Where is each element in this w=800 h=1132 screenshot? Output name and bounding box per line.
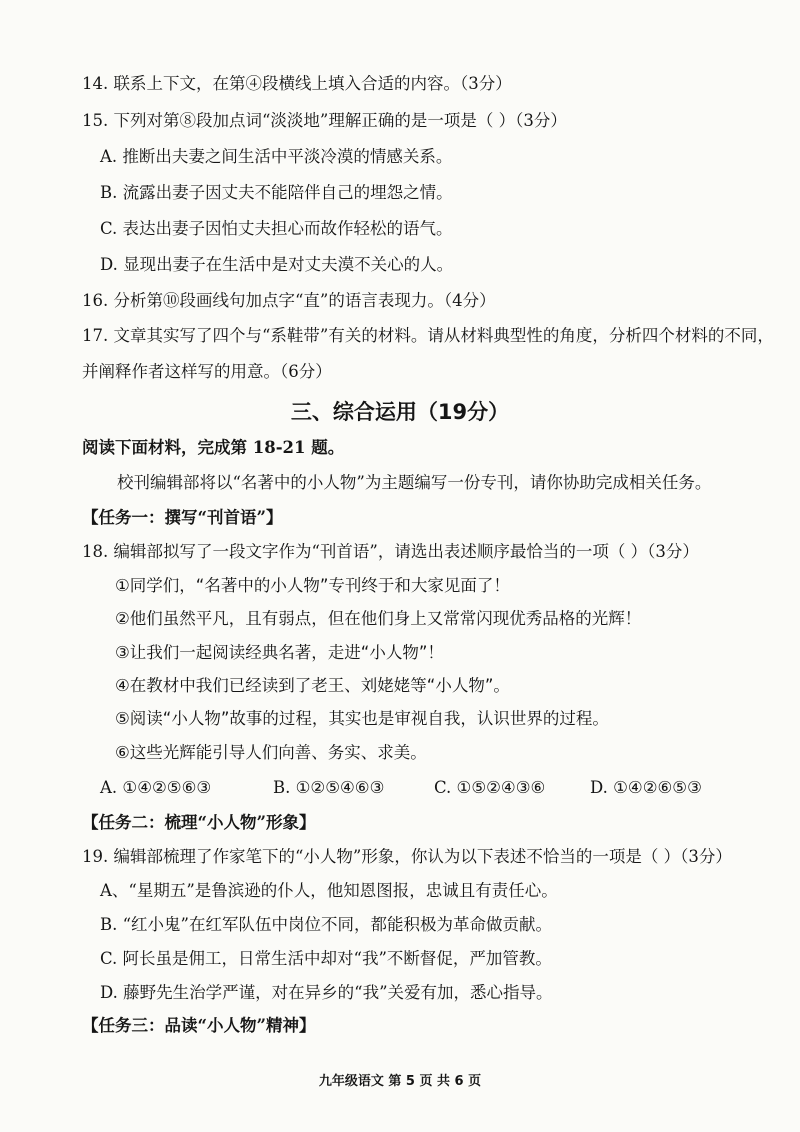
q18-option-c: C. ①⑤②④③⑥ — [434, 778, 546, 797]
q18-option-a: A. ①④②⑤⑥③ — [100, 778, 212, 797]
q18-sentence-2: ②他们虽然平凡，且有弱点，但在他们身上又常常闪现优秀品格的光辉！ — [115, 609, 642, 628]
q18-sentence-6: ⑥这些光辉能引导人们向善、务实、求美。 — [115, 743, 427, 762]
q18-option-b: B. ①②⑤④⑥③ — [273, 778, 385, 797]
q15-option-c: C. 表达出妻子因怕丈夫担心而故作轻松的语气。 — [100, 219, 453, 238]
task1-heading: 【任务一：撰写“刊首语”】 — [82, 508, 283, 527]
question-17-line1: 17. 文章其实写了四个与“系鞋带”有关的材料。请从材料典型性的角度，分析四个材料的不同， — [82, 326, 774, 345]
question-15: 15. 下列对第⑧段加点词“淡淡地”理解正确的是一项是（ ）（3分） — [82, 111, 567, 130]
question-14: 14. 联系上下文，在第④段横线上填入合适的内容。（3分） — [82, 74, 512, 93]
q19-option-d: D. 藤野先生治学严谨，对在异乡的“我”关爱有加，悉心指导。 — [100, 983, 553, 1002]
question-18: 18. 编辑部拟写了一段文字作为“刊首语”，请选出表述顺序最恰当的一项（ ）（3分） — [82, 542, 699, 561]
q19-option-c: C. 阿长虽是佣工，日常生活中却对“我”不断督促，严加管教。 — [100, 949, 552, 968]
section-intro: 阅读下面材料，完成第 18-21 题。 — [82, 438, 345, 457]
task2-heading: 【任务二：梳理“小人物”形象】 — [82, 813, 316, 832]
q18-sentence-5: ⑤阅读“小人物”故事的过程，其实也是审视自我，认识世界的过程。 — [115, 709, 609, 728]
q15-option-b: B. 流露出妻子因丈夫不能陪伴自己的埋怨之情。 — [100, 183, 453, 202]
q18-sentence-4: ④在教材中我们已经读到了老王、刘姥姥等“小人物”。 — [115, 676, 510, 695]
question-17-line2: 并阐释作者这样写的用意。（6分） — [82, 362, 332, 381]
q15-option-a: A. 推断出夫妻之间生活中平淡冷漠的情感关系。 — [100, 147, 453, 166]
section-context: 校刊编辑部将以“名著中的小人物”为主题编写一份专刊，请你协助完成相关任务。 — [117, 473, 712, 492]
q19-option-a: A、“星期五”是鲁滨逊的仆人，他知恩图报，忠诚且有责任心。 — [100, 881, 558, 900]
question-16: 16. 分析第⑩段画线句加点字“直”的语言表现力。（4分） — [82, 291, 496, 310]
section-title: 三、综合运用（19分） — [290, 400, 510, 424]
q18-option-d: D. ①④②⑥⑤③ — [590, 778, 702, 797]
question-19: 19. 编辑部梳理了作家笔下的“小人物”形象，你认为以下表述不恰当的一项是（ ）（3分） — [82, 847, 732, 866]
q18-sentence-3: ③让我们一起阅读经典名著，走进“小人物”！ — [115, 643, 444, 662]
q19-option-b: B. “红小鬼”在红军队伍中岗位不同，都能积极为革命做贡献。 — [100, 915, 552, 934]
page-footer: 九年级语文 第 5 页 共 6 页 — [318, 1074, 482, 1089]
task3-heading: 【任务三：品读“小人物”精神】 — [82, 1016, 316, 1035]
q15-option-d: D. 显现出妻子在生活中是对丈夫漠不关心的人。 — [100, 255, 454, 274]
q18-sentence-1: ①同学们，“名著中的小人物”专刊终于和大家见面了！ — [115, 576, 510, 595]
